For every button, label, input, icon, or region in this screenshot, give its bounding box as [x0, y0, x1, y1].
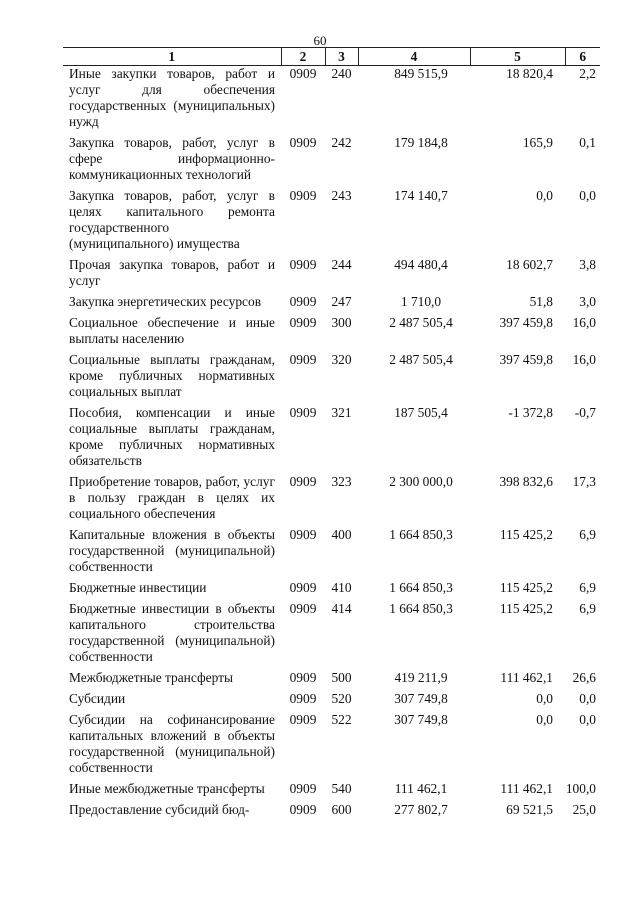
table-row	[63, 135, 600, 188]
row-plan: 187 505,4	[394, 405, 448, 420]
row-percent: 0,0	[579, 188, 596, 203]
row-code: 0909	[289, 352, 317, 367]
row-code: 0909	[289, 474, 317, 489]
row-name: Социальные выплаты гражданам, кроме публичных нормативных социальных выплат	[69, 352, 275, 399]
row-kvr: 323	[331, 474, 352, 489]
row-plan: 1 664 850,3	[389, 580, 453, 595]
row-kvr: 242	[331, 135, 352, 150]
row-plan: 111 462,1	[394, 781, 448, 796]
row-code: 0909	[289, 781, 317, 796]
row-kvr: 410	[331, 580, 352, 595]
row-executed: 18 820,4	[506, 66, 553, 81]
row-executed: 165,9	[522, 135, 553, 150]
row-percent: 17,3	[572, 474, 596, 489]
row-executed: 0,0	[536, 188, 553, 203]
row-percent: 6,9	[579, 580, 596, 595]
row-code: 0909	[289, 188, 317, 203]
row-kvr: 321	[331, 405, 352, 420]
row-executed: 397 459,8	[499, 352, 553, 367]
row-code: 0909	[289, 66, 317, 81]
row-plan: 494 480,4	[394, 257, 448, 272]
row-percent: 0,1	[579, 135, 596, 150]
row-executed: 115 425,2	[499, 601, 553, 616]
row-code: 0909	[289, 601, 317, 616]
row-code: 0909	[289, 527, 317, 542]
header-col-3: 3	[325, 48, 358, 66]
table-row	[63, 294, 600, 315]
row-percent: 6,9	[579, 527, 596, 542]
row-executed: 115 425,2	[499, 580, 553, 595]
row-executed: 0,0	[536, 712, 553, 727]
table-row	[63, 802, 600, 823]
row-kvr: 400	[331, 527, 352, 542]
row-kvr: 500	[331, 670, 352, 685]
row-plan: 2 300 000,0	[389, 474, 453, 489]
row-name: Иные межбюджетные трансферты	[69, 781, 265, 796]
row-percent: -0,7	[574, 405, 596, 420]
row-executed: 115 425,2	[499, 527, 553, 542]
row-name: Межбюджетные трансферты	[69, 670, 233, 685]
table-row	[63, 712, 600, 781]
table-row	[63, 257, 600, 294]
row-plan: 277 802,7	[394, 802, 448, 817]
table-row	[63, 405, 600, 474]
table-row	[63, 691, 600, 712]
table-row	[63, 527, 600, 580]
row-code: 0909	[289, 670, 317, 685]
row-executed: 111 462,1	[500, 670, 553, 685]
row-kvr: 522	[331, 712, 352, 727]
row-percent: 6,9	[579, 601, 596, 616]
row-percent: 16,0	[572, 315, 596, 330]
row-code: 0909	[289, 802, 317, 817]
header-col-5: 5	[470, 48, 565, 66]
row-name: Социальное обеспечение и иные выплаты населению	[69, 315, 275, 346]
row-kvr: 240	[331, 66, 352, 81]
table-row	[63, 474, 600, 527]
row-name: Закупка энергетических ресурсов	[69, 294, 262, 309]
row-code: 0909	[289, 257, 317, 272]
page-number: 60	[313, 33, 327, 48]
table-row	[63, 315, 600, 352]
row-name: Иные закупки товаров, работ и услуг для обеспечения государственных (муниципальных) нужд	[69, 66, 275, 129]
row-kvr: 300	[331, 315, 352, 330]
row-name: Бюджетные инвестиции	[69, 580, 207, 595]
row-plan: 179 184,8	[394, 135, 448, 150]
table-row	[63, 580, 600, 601]
row-percent: 100,0	[565, 781, 596, 796]
row-kvr: 600	[331, 802, 352, 817]
row-code: 0909	[289, 712, 317, 727]
row-executed: 0,0	[536, 691, 553, 706]
table-row	[63, 670, 600, 691]
row-percent: 3,8	[579, 257, 596, 272]
row-code: 0909	[289, 580, 317, 595]
row-name: Закупка товаров, работ, услуг в сфере информационно-коммуникационных технологий	[69, 135, 275, 182]
row-percent: 0,0	[579, 712, 596, 727]
row-executed: 398 832,6	[499, 474, 553, 489]
table-row	[63, 188, 600, 257]
header-col-1: 1	[63, 48, 281, 66]
row-plan: 307 749,8	[394, 712, 448, 727]
row-kvr: 520	[331, 691, 352, 706]
row-percent: 0,0	[579, 691, 596, 706]
row-name: Приобретение товаров, работ, услуг в пользу граждан в целях их социального обеспечения	[69, 474, 275, 521]
row-kvr: 247	[331, 294, 352, 309]
row-percent: 26,6	[572, 670, 596, 685]
row-code: 0909	[289, 315, 317, 330]
row-name: Предоставление субсидий бюд-	[69, 802, 250, 817]
row-percent: 2,2	[579, 66, 596, 81]
row-code: 0909	[289, 691, 317, 706]
row-kvr: 244	[331, 257, 352, 272]
row-plan: 1 710,0	[400, 294, 442, 309]
row-plan: 1 664 850,3	[389, 601, 453, 616]
row-kvr: 540	[331, 781, 352, 796]
row-name: Прочая закупка товаров, работ и услуг	[69, 257, 275, 288]
row-plan: 2 487 505,4	[389, 352, 453, 367]
row-code: 0909	[289, 405, 317, 420]
row-name: Пособия, компенсации и иные социальные выплаты гражданам, кроме публичных нормативных обязательств	[69, 405, 275, 468]
row-kvr: 243	[331, 188, 352, 203]
row-name: Бюджетные инвестиции в объекты капитального строительства государственной (муниципальной) собственности	[69, 601, 275, 664]
table-row	[63, 66, 600, 136]
row-kvr: 414	[331, 601, 352, 616]
row-name: Капитальные вложения в объекты государственной (муниципальной) собственности	[69, 527, 275, 574]
row-code: 0909	[289, 135, 317, 150]
row-executed: 18 602,7	[506, 257, 553, 272]
row-executed: 51,8	[529, 294, 553, 309]
row-kvr: 320	[331, 352, 352, 367]
row-plan: 174 140,7	[394, 188, 448, 203]
table-row	[63, 601, 600, 670]
row-percent: 25,0	[572, 802, 596, 817]
row-name: Закупка товаров, работ, услуг в целях капитального ремонта государственного (муниципального) имущества	[69, 188, 275, 251]
row-plan: 419 211,9	[394, 670, 448, 685]
row-plan: 1 664 850,3	[389, 527, 453, 542]
row-plan: 849 515,9	[394, 66, 448, 81]
table-row	[63, 781, 600, 802]
row-name: Субсидии	[69, 691, 126, 706]
row-name: Субсидии на софинансирование капитальных вложений в объекты государственной (муниципальной) собственности	[69, 712, 275, 775]
header-col-4: 4	[358, 48, 470, 66]
row-executed: 69 521,5	[506, 802, 553, 817]
table-row	[63, 352, 600, 405]
row-executed: 397 459,8	[499, 315, 553, 330]
row-executed: -1 372,8	[508, 405, 553, 420]
budget-table	[63, 47, 600, 823]
header-col-6: 6	[565, 48, 600, 66]
row-executed: 111 462,1	[500, 781, 553, 796]
row-percent: 3,0	[579, 294, 596, 309]
table-header-row	[63, 48, 600, 66]
header-col-2: 2	[281, 48, 325, 66]
row-plan: 307 749,8	[394, 691, 448, 706]
row-code: 0909	[289, 294, 317, 309]
row-plan: 2 487 505,4	[389, 315, 453, 330]
row-percent: 16,0	[572, 352, 596, 367]
